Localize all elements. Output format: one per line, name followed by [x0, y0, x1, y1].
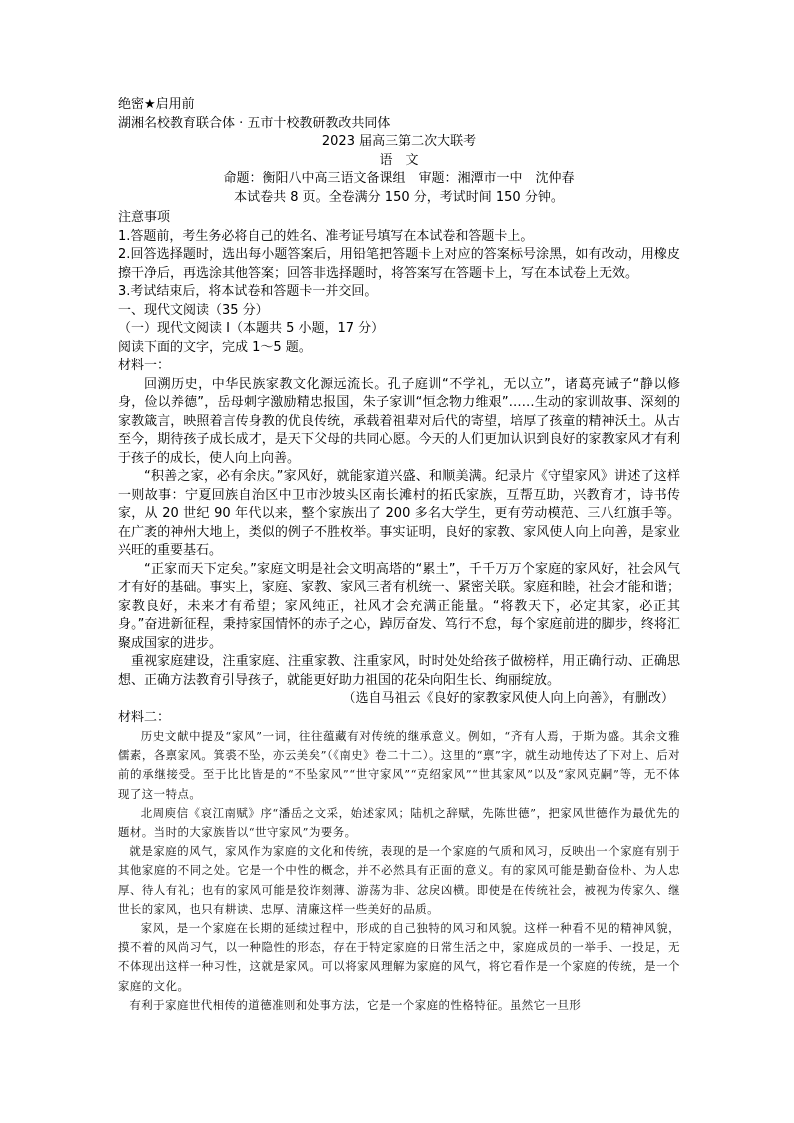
notes-title: 注意事项	[118, 210, 171, 225]
material-2-paragraph: 就是家庭的风气，家风作为家庭的文化和传统，表现的是一个家庭的气质和风习，反映出一个家庭有别于其他家庭的不同之处。它是一个中性的概念，并不必然具有正面的意义。有的家风可能是勤奋俭朴、为人忠厚、待人有礼；也有的家风可能是狡诈刻薄、游荡为非、忿戾凶横。即使是在传统社会，被视为传家久、继世长的家风，也只有耕读、忠厚、清廉这样一些美好的品质。	[118, 844, 680, 916]
note-2: 2.回答选择题时，选出每小题答案后，用铅笔把答题卡上对应的答案标号涂黑，如有改动，用橡皮擦干净后，再选涂其他答案；回答非选择题时，将答案写在答题卡上，写在本试卷上无效。	[118, 247, 680, 281]
section-heading: 一、现代文阅读（35 分）	[118, 302, 269, 318]
material-2-label: 材料二：	[118, 709, 171, 725]
material-1-paragraph: 重视家庭建设，注重家庭、注重家教、注重家风，时时处处给孩子做榜样，用正确行动、正确思想、正确方法教育引导孩子，就能更好助力祖国的花朵向阳生长、绚丽绽放。	[118, 654, 680, 688]
material-1-label: 材料一：	[118, 358, 171, 373]
note-1: 1.答题前，考生务必将自己的姓名、准考证号填写在本试卷和答题卡上。	[118, 228, 534, 244]
organization-line: 湖湘名校教育联合体 · 五市十校教研教改共同体	[118, 115, 391, 131]
subsection-heading: （一）现代文阅读 I（本题共 5 小题，17 分）	[118, 321, 385, 336]
exam-info: 本试卷共 8 页。全卷满分 150 分，考试时间 150 分钟。	[234, 189, 564, 205]
material-2-paragraph: 有利于家庭世代相传的道德准则和处事方法，它是一个家庭的性格特征。虽然它一旦形	[129, 997, 582, 1012]
note-3: 3.考试结束后，将本试卷和答题卡一并交回。	[118, 284, 378, 299]
material-2-paragraph: 北周庾信《哀江南赋》序“潘岳之文采，始述家风；陆机之辞赋，先陈世德”，把家风世德作为最优先的题材。当时的大家族皆以“世守家风”为要务。	[118, 805, 680, 840]
authors-line: 命题：衡阳八中高三语文备课组 审题：湘潭市一中 沈仲春	[223, 171, 575, 186]
material-1-paragraph: 回溯历史，中华民族家教文化源远流长。孔子庭训“不学礼，无以立”，诸葛亮诫子“静以修身，俭以养德”，岳母刺字激励精忠报国，朱子家训“恒念物力维艰”……生动的家训故事、深刻的家教箴言，映照着言传身教的优良传统，承载着祖辈对后代的寄望，培厚了孩童的精神沃土。从古至今，期待孩子成长成才，是天下父母的共同心愿。今天的人们更加认识到良好的家教家风才有利于孩子的成长，使人向上向善。	[118, 376, 680, 466]
material-2-paragraph: 历史文献中提及“家风”一词，往往蕴藏有对传统的继承意义。例如，“齐有人焉，于斯为盛。其余文雅儒素，各禀家风。箕裘不坠，亦云美矣”（《南史》卷二十二）。这里的“禀”字，就生动地传达了下对上、后对前的承继接受。至于比比皆是的“不坠家风”“世守家风”“克绍家风”“世其家风”以及“家风克嗣”等，无不体现了这一特点。	[118, 729, 680, 801]
material-2-paragraph: 家风，是一个家庭在长期的延续过程中，形成的自己独特的风习和风貌。这样一种看不见的精神风貌，摸不着的风尚习气，以一种隐性的形态，存在于特定家庭的日常生活之中，家庭成员的一举手、一投足，无不体现出这样一种习性，这就是家风。可以将家风理解为家庭的风气，将它看作是一个家庭的传统，是一个家庭的文化。	[118, 921, 680, 993]
material-1-paragraph: “积善之家，必有余庆。”家风好，就能家道兴盛、和顺美满。纪录片《守望家风》讲述了这样一则故事：宁夏回族自治区中卫市沙坡头区南长滩村的拓氏家族，互帮互助，兴教育才，诗书传家，从 20 世纪 90 年代以来，整个家族出了 200 多名大学生，更有劳动模范、三八红旗手等。在广袤的神州大地上，类似的例子不胜枚举。事实证明，良好的家教、家风使人向上向善，是家业兴旺的重要基石。	[118, 469, 680, 558]
secret-label: 绝密★启用前	[118, 97, 195, 112]
subject-title: 语 文	[379, 152, 419, 168]
exam-page	[118, 96, 680, 1015]
material-1-source: （选自马祖云《良好的家教家风使人向上向善》，有删改）	[342, 691, 674, 706]
exam-title: 2023 届高三第二次大联考	[321, 134, 477, 149]
material-1-paragraph: “正家而天下定矣。”家庭文明是社会文明高塔的“累土”，千千万万个家庭的家风好，社会风气才有好的基础。事实上，家庭、家教、家风三者有机统一、紧密关联。家庭和睦，社会才能和谐；家教良好，未来才有希望；家风纯正，社风才会充满正能量。“将教天下，必定其家，必正其身。”奋进新征程，秉持家国情怀的赤子之心，踔厉奋发、笃行不怠，每个家庭前进的脚步，终将汇聚成国家的进步。	[118, 561, 680, 651]
reading-instruction: 阅读下面的文字，完成 1～5 题。	[118, 339, 312, 355]
